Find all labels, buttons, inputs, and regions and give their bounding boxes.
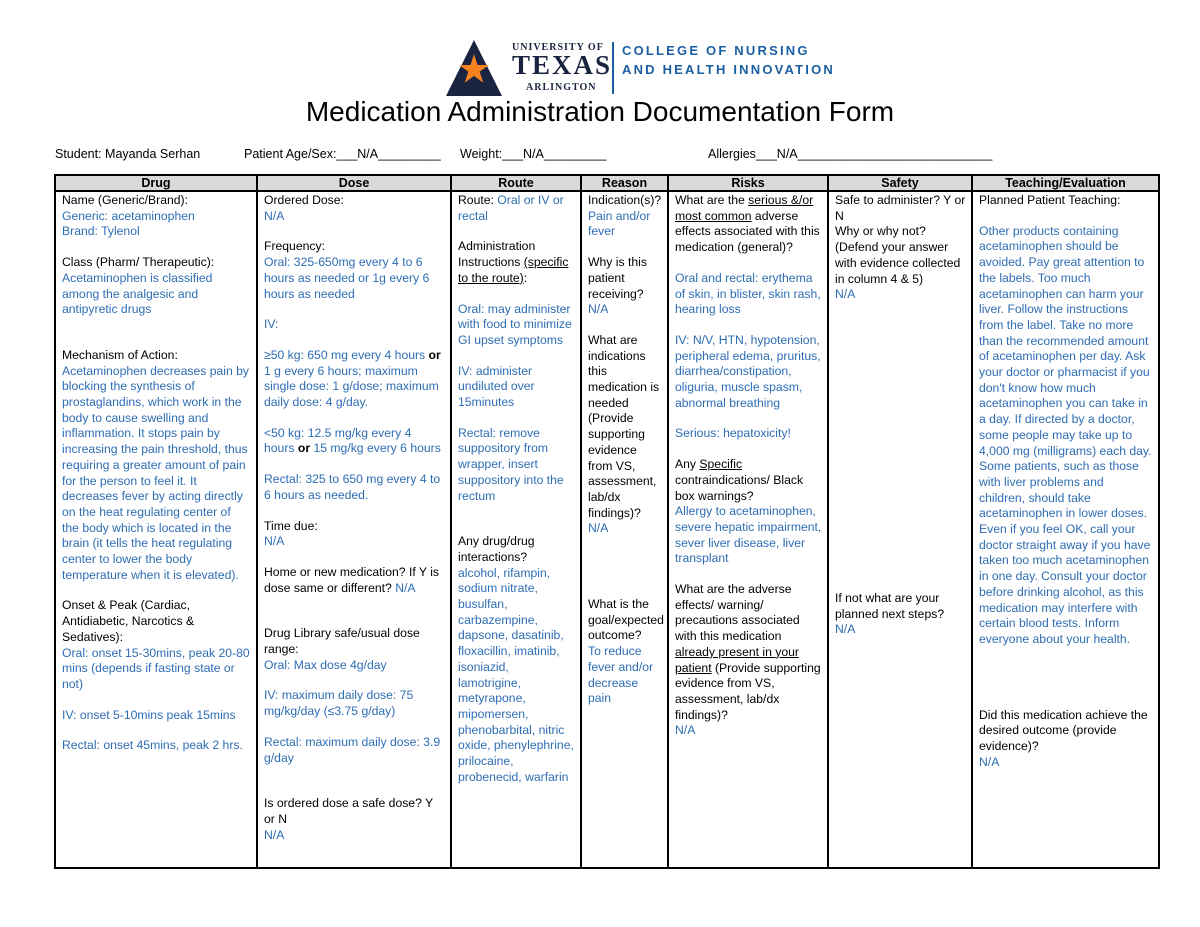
safe-dose-value: N/A [264,827,285,842]
mechanism-label: Mechanism of Action: [62,347,178,362]
table-header-row [55,175,1159,191]
drug-class-label: Class (Pharm/ Therapeutic): [62,255,215,270]
column-header-drug: Drug [55,175,257,191]
effects-oral-rectal: Oral and rectal: erythema of skin, in blister, skin rash, hearing loss [675,270,821,317]
ordered-dose-value: N/A [264,208,285,223]
why-or-why-not-value: N/A [835,287,856,302]
effects-serious: Serious: hepatoxicity! [675,426,791,441]
star-logo-icon [442,40,506,96]
why-receiving-label: Why is this patient receiving? [588,255,647,301]
drug-cell [55,191,257,868]
column-header-teaching: Teaching/Evaluation [972,175,1159,191]
dose-cell [257,191,451,868]
drug-generic: Generic: acetaminophen [62,208,195,223]
why-receiving-value: N/A [588,302,609,317]
present-adverse-question: What are the adverse effects/ warning/ precautions associated with this medication already present in your patient (Provide supporting evidence from VS, assessment, lab/dx findings)? [675,582,821,722]
frequency-iv-label: IV: [264,317,279,332]
page-title: Medication Administration Documentation Form [305,96,895,127]
library-rectal: Rectal: maximum daily dose: 3.9 g/day [264,734,441,765]
next-steps-label: If not what are your planned next steps? [835,590,945,621]
admin-iv: IV: administer undiluted over 15minutes [458,363,535,410]
indications-label: What are indications this medication is needed (Provide supporting evidence from VS, assessment, lab/dx findings)? [588,332,660,520]
logo-divider [612,42,614,94]
frequency-iv-child: <50 kg: 12.5 mg/kg every 4 hours or 15 mg/kg every 6 hours [264,425,441,456]
table-row [55,191,1159,868]
home-medication-question: Home or new medication? If Y is dose same or different? N/A [264,564,439,595]
onset-oral: Oral: onset 15-30mins, peak 20-80 mins (depends if fasting state or not) [62,645,250,691]
goal-label: What is the goal/expected outcome? [588,597,664,643]
logo-college-line2: AND HEALTH INNOVATION [622,62,836,77]
indication-label: Indication(s)? [588,193,662,207]
route-cell [451,191,581,868]
drug-class-value: Acetaminophen is classified among the analgesic and antipyretic drugs [62,270,213,317]
column-header-risks: Risks [668,175,828,191]
drug-brand: Brand: Tylenol [62,224,140,239]
safety-cell [828,191,972,868]
column-header-reason: Reason [581,175,668,191]
why-or-why-not-label: Why or why not? (Defend your answer with evidence collected in column 4 & 5) [835,224,961,286]
logo-texas: TEXAS [512,50,613,80]
administration-label: Administration Instructions (specific to the route): [458,239,569,285]
time-due-value: N/A [264,534,285,549]
drug-name-label: Name (Generic/Brand): [62,193,188,207]
outcome-value: N/A [979,754,1000,769]
interactions-value: alcohol, rifampin, sodium nitrate, busulfan, carbazempine, dapsone, dasatinib, floxacillin, imatinib, isoniazid, lamotrigine, metyrapone, mipomersen, phenobarbital, nitric oxide, phenylephrine, prilocaine, probenecid, warfarin [458,565,574,784]
logo-arlington: ARLINGTON [526,82,597,93]
contraindications-value: Allergy to acetaminophen, severe hepatic impairment, sever liver disease, liver transplant [675,504,822,566]
safe-dose-question: Is ordered dose a safe dose? Y or N [264,796,433,826]
column-header-route: Route [451,175,581,191]
interactions-label: Any drug/drug interactions? [458,534,535,564]
route-line: Route: Oral or IV or rectal [458,193,564,223]
goal-value: To reduce fever and/or decrease pain [588,644,654,706]
mechanism-value: Acetaminophen decreases pain by blocking the synthesis of prostaglandins, which work in the body to cause swelling and inflammation. It stops pain by increasing the pain threshold, thus requiring a greater amount of pain for the person to feel it. It decreases fever by acting directly on the heat regulating center of the body which is located in the brain (it tells the heat regulating center to lower the body temperature when it is elevated). [62,363,249,582]
planned-teaching-label: Planned Patient Teaching: [979,193,1121,207]
safe-to-administer-label: Safe to administer? Y or N [835,193,966,223]
contraindications-question: Any Specific contraindications/ Black box warnings? [675,457,804,503]
logo-college-line1: COLLEGE OF NURSING [622,43,810,58]
frequency-label: Frequency: [264,239,325,254]
frequency-iv-adult: ≥50 kg: 650 mg every 4 hours or 1 g every 6 hours; maximum single dose: 1 g/dose; maximum daily dose: 4 g/day. [264,347,441,410]
onset-iv: IV: onset 5-10mins peak 15mins [62,707,236,722]
planned-teaching-text: Other products containing acetaminophen should be avoided. Pay great attention to the labels. Too much acetaminophen can harm your liver. Follow the instructions from the label. Take no more than the recommended amount of acetaminophen per day. Ask your doctor or pharmacist if you don't know how much acetaminophen you can take in a day. If directed by a doctor, some people may take up to 4,000 mg (milligrams) each day. Some patients, such as those with liver problems and children, should take acetaminophen in lower doses. Even if you feel OK, call your doctor straight away if you have taken too much acetaminophen in one day. Consult your doctor before drinking alcohol, as this medication may interfere with certain blood tests. Inform everyone about your health. [979,223,1152,646]
allergies-field: Allergies___N/A____________________________ [708,147,993,161]
column-header-safety: Safety [828,175,972,191]
adverse-effects-question: What are the serious &/or most common adverse effects associated with this medication (general)? [675,193,820,255]
onset-label: Onset & Peak (Cardiac, Antidiabetic, Narcotics & Sedatives): [62,598,195,644]
student-field: Student: Mayanda Serhan [55,147,201,161]
indications-value: N/A [588,521,609,536]
column-header-dose: Dose [257,175,451,191]
teaching-cell [972,191,1159,868]
frequency-rectal: Rectal: 325 to 650 mg every 4 to 6 hours as needed. [264,472,441,502]
onset-rectal: Rectal: onset 45mins, peak 2 hrs. [62,738,243,753]
reason-cell [581,191,668,868]
patient-age-sex-field: Patient Age/Sex:___N/A_________ [244,147,441,161]
medication-table [54,174,1160,869]
admin-rectal: Rectal: remove suppository from wrapper, insert suppository into the rectum [458,425,564,503]
effects-iv: IV: N/V, HTN, hypotension, peripheral edema, pruritus, diarrhea/constipation, oliguria, muscle spasm, abnormal breathing [675,332,821,410]
indication-value: Pain and/or fever [588,208,651,239]
outcome-question: Did this medication achieve the desired outcome (provide evidence)? [979,707,1148,754]
drug-library-label: Drug Library safe/usual dose range: [264,626,420,657]
admin-oral: Oral: may administer with food to minimize GI upset symptoms [458,301,572,347]
library-oral: Oral: Max dose 4g/day [264,657,387,672]
risks-cell [668,191,828,868]
weight-field: Weight:___N/A_________ [460,147,607,161]
library-iv: IV: maximum daily dose: 75 mg/kg/day (≤3.75 g/day) [264,688,414,719]
time-due-label: Time due: [264,518,318,533]
ordered-dose-label: Ordered Dose: [264,193,344,207]
university-logo [442,40,872,98]
logo-university-of: UNIVERSITY OF [512,42,604,53]
present-adverse-value: N/A [675,723,696,738]
next-steps-value: N/A [835,622,856,637]
frequency-oral: Oral: 325-650mg every 4 to 6 hours as needed or 1g every 6 hours as needed [264,255,430,301]
